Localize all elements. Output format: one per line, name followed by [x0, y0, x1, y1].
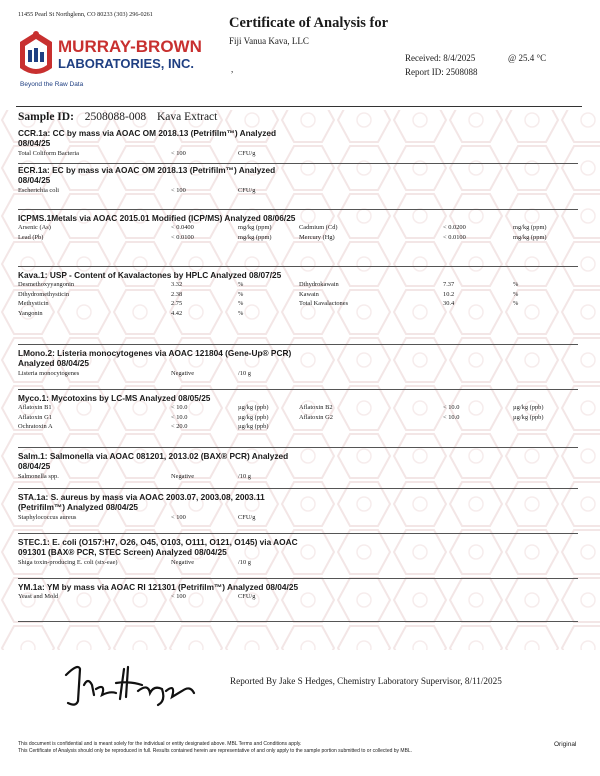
test-section [18, 393, 578, 432]
section-divider [18, 488, 578, 489]
result-row [18, 558, 578, 568]
analyte-name: Aflatoxin B1 [18, 404, 52, 412]
section-divider [18, 621, 578, 622]
result-unit: mg/kg (ppm) [238, 233, 272, 241]
result-unit: mg/kg (ppm) [513, 224, 547, 232]
logo-name: MURRAY-BROWN [58, 37, 202, 56]
test-section-title: STA.1a: S. aureus by mass via AOAC 2003.07, 2003.08, 2003.11 (Petrifilm™) Analyzed 08/04/25 [18, 492, 265, 513]
result-unit: µg/kg (ppb) [238, 423, 269, 431]
analyte-name: Arsenic (As) [18, 224, 51, 232]
test-section-title: Salm.1: Salmonella via AOAC 081201, 2013.02 (BAX® PCR) Analyzed 08/04/25 [18, 451, 289, 472]
test-section-title: LMono.2: Listeria monocytogenes via AOAC 121804 (Gene-Up® PCR) Analyzed 08/04/25 [18, 348, 292, 369]
analyte-name: Mercury (Hg) [299, 233, 335, 241]
received-date: Received: 8/4/2025 [405, 53, 476, 63]
result-row [18, 186, 578, 196]
client-name: Fiji Vanua Kava, LLC [229, 36, 309, 46]
result-value: < 0.0100 [443, 233, 466, 241]
sample-id-value: 2508088-008 [84, 111, 147, 123]
result-value: 3.32 [171, 281, 183, 289]
analyte-name: Listeria monocytogenes [18, 369, 80, 377]
test-section-title: Myco.1: Mycotoxins by LC-MS Analyzed 08/05/25 [18, 393, 211, 403]
result-unit: CFU/g [238, 593, 256, 601]
signature [58, 655, 208, 710]
analyte-name: Lead (Pb) [18, 233, 44, 241]
result-row [18, 280, 578, 290]
section-divider [18, 209, 578, 210]
result-value: < 100 [171, 186, 186, 194]
result-row [18, 592, 578, 602]
analyte-name: Aflatoxin G2 [299, 413, 333, 421]
result-value: < 100 [171, 149, 186, 157]
section-divider [18, 447, 578, 448]
result-unit: % [238, 281, 244, 289]
result-value: 30.4 [443, 300, 455, 308]
result-value: < 100 [171, 513, 186, 521]
analyte-name: Salmonella spp. [18, 472, 59, 480]
section-divider [18, 389, 578, 390]
result-value: < 20.0 [171, 423, 188, 431]
sample-id-line [18, 111, 217, 123]
analyte-name: Dihydromethysticin [18, 290, 70, 298]
result-row [18, 149, 578, 159]
result-row [18, 290, 578, 300]
result-value: 10.2 [443, 290, 455, 298]
result-row [18, 223, 578, 233]
analyte-name: Dihydrokawain [299, 281, 339, 289]
report-id: Report ID: 2508088 [405, 67, 478, 77]
test-section [18, 165, 578, 195]
test-section-title: Kava.1: USP - Content of Kavalactones by HPLC Analyzed 08/07/25 [18, 270, 282, 280]
result-value: 7.37 [443, 281, 455, 289]
section-divider [18, 163, 578, 164]
test-section [18, 492, 578, 522]
result-row [18, 309, 578, 319]
sample-name: Kava Extract [157, 111, 218, 123]
result-value: Negative [171, 472, 195, 480]
section-divider [18, 344, 578, 345]
section-divider [18, 533, 578, 534]
result-row [18, 369, 578, 379]
result-unit: % [513, 281, 519, 289]
result-unit: % [513, 290, 519, 298]
original-marker: Original [554, 741, 577, 748]
test-section-title: CCR.1a: CC by mass via AOAC OM 2018.13 (Petrifilm™) Analyzed 08/04/25 [18, 128, 277, 149]
analyte-name: Aflatoxin G1 [18, 413, 52, 421]
result-value: < 10.0 [171, 404, 188, 412]
disclaimer-line-1: This document is confidential and is meant solely for the individual or entity designated above. MBL Terms and Conditions apply. [18, 741, 302, 747]
result-unit: CFU/g [238, 149, 256, 157]
header-divider [16, 106, 582, 107]
logo-tagline: Beyond the Raw Data [20, 81, 84, 88]
result-unit: µg/kg (ppb) [513, 413, 544, 421]
test-section-title: ECR.1a: EC by mass via AOAC OM 2018.13 (Petrifilm™) Analyzed 08/04/25 [18, 165, 276, 186]
result-row [18, 513, 578, 523]
analyte-name: Shiga toxin-producing E. coli (stx-eae) [18, 558, 118, 566]
test-section [18, 213, 578, 242]
result-unit: % [513, 300, 519, 308]
result-unit: mg/kg (ppm) [513, 233, 547, 241]
result-unit: µg/kg (ppb) [513, 404, 544, 412]
section-divider [18, 266, 578, 267]
analyte-name: Total Kavalactones [299, 300, 349, 308]
result-unit: µg/kg (ppb) [238, 413, 269, 421]
analyte-name: Yeast and Mold [18, 593, 59, 601]
analyte-name: Yangonin [18, 309, 43, 317]
result-row [18, 403, 578, 413]
result-value: 4.42 [171, 309, 183, 317]
section-divider [18, 578, 578, 579]
test-section [18, 451, 578, 481]
result-row [18, 472, 578, 482]
result-value: 2.38 [171, 290, 183, 298]
result-value: Negative [171, 369, 195, 377]
analyte-name: Escherichia coli [18, 186, 59, 194]
test-section [18, 270, 578, 318]
test-section [18, 128, 578, 158]
received-temperature: @ 25.4 °C [508, 53, 547, 63]
result-unit: CFU/g [238, 513, 256, 521]
result-value: < 10.0 [171, 413, 188, 421]
analyte-name: Methysticin [18, 300, 49, 308]
result-value: 2.75 [171, 300, 183, 308]
result-row [18, 413, 578, 423]
logo-sub: LABORATORIES, INC. [58, 56, 195, 71]
result-unit: % [238, 300, 244, 308]
result-value: < 0.0400 [171, 224, 194, 232]
sample-id-label: Sample ID: [18, 111, 74, 123]
test-section [18, 582, 578, 602]
result-row [18, 233, 578, 243]
result-unit: µg/kg (ppb) [238, 404, 269, 412]
result-value: < 0.0100 [171, 233, 194, 241]
result-unit: % [238, 309, 244, 317]
result-row [18, 299, 578, 309]
disclaimer-line-2: This Certificate of Analysis should only be reproduced in full. Results contained herein are representative of and only apply to the sample portion submitted to or collected by MBL. [18, 747, 413, 754]
analyte-name: Cadmium (Cd) [299, 224, 338, 232]
result-unit: mg/kg (ppm) [238, 224, 272, 232]
test-section [18, 537, 578, 567]
result-unit: % [238, 290, 244, 298]
murray-brown-logo [16, 28, 208, 92]
certificate-title: Certificate of Analysis for [229, 15, 389, 31]
test-section-title: STEC.1: E. coli (O157:H7, O26, O45, O103, O111, O121, O145) via AOAC 091301 (BAX® PCR, STEC Screen) Analyzed 08/04/25 [18, 537, 298, 558]
disclaimer [18, 741, 538, 754]
analyte-name: Staphylococcus aureus [18, 513, 77, 521]
lab-address: 11455 Pearl St Northglenn, CO 80233 (303) 296-0261 [18, 11, 153, 18]
analyte-name: Desmethoxyyangonin [18, 281, 75, 289]
result-value: < 10.0 [443, 413, 460, 421]
result-value: Negative [171, 558, 195, 566]
result-unit: CFU/g [238, 186, 256, 194]
test-section [18, 348, 578, 378]
test-section-title: ICPMS.1Metals via AOAC 2015.01 Modified (ICP/MS) Analyzed 08/06/25 [18, 213, 296, 223]
test-section-title: YM.1a: YM by mass via AOAC RI 121301 (Petrifilm™) Analyzed 08/04/25 [18, 582, 299, 592]
result-unit: /10 g [238, 472, 251, 480]
client-address-separator: , [231, 64, 234, 74]
result-unit: /10 g [238, 558, 251, 566]
result-value: < 0.0200 [443, 224, 466, 232]
result-unit: /10 g [238, 369, 251, 377]
analyte-name: Ochratoxin A [18, 423, 53, 431]
analyte-name: Total Coliform Bacteria [18, 149, 79, 157]
reported-by: Reported By Jake S Hedges, Chemistry Laboratory Supervisor, 8/11/2025 [230, 676, 502, 686]
analyte-name: Aflatoxin B2 [299, 404, 333, 412]
result-row [18, 422, 578, 432]
analyte-name: Kawain [299, 290, 319, 298]
result-value: < 100 [171, 593, 186, 601]
result-value: < 10.0 [443, 404, 460, 412]
